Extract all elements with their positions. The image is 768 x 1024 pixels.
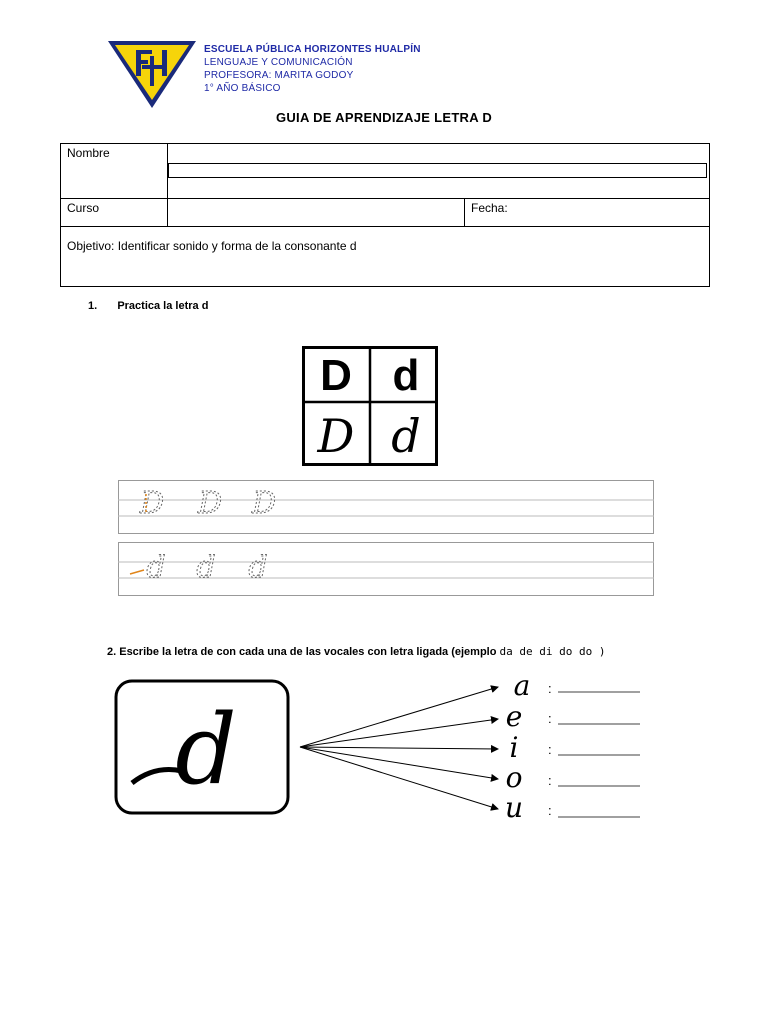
cursive-upper-d: D [317,409,355,463]
trace-lower-d-2: d [196,550,216,585]
arrow-to-o [300,747,498,779]
teacher: PROFESORA: MARITA GODOY [204,70,354,81]
name-field[interactable] [168,144,710,199]
svg-text::: : [548,803,552,818]
letter-grid [302,346,438,466]
cursive-lower-d: d [391,409,421,463]
section1-title: Practica la letra d [117,300,209,312]
trace-upper-d-2: D [197,486,223,521]
arrow-to-i [300,747,498,749]
svg-text::: : [548,773,552,788]
vowel-u: u [504,791,524,824]
school-logo [106,38,198,110]
vowel-a: a [513,675,531,702]
vowel-o: o [505,761,523,794]
section1-heading [88,300,208,312]
objective: Objetivo: Identificar sonido y forma de la consonante d [61,227,710,287]
print-upper-d: D [320,351,352,400]
student-info-table [60,143,710,287]
svg-text::: : [548,711,552,726]
svg-text::: : [548,742,552,757]
section2-example: da de di do do ) [499,645,606,658]
arrow-to-e [300,719,498,747]
grade: 1° AÑO BÁSICO [204,83,281,94]
school-header [204,43,421,95]
vowel-linking-diagram [110,675,650,825]
vowel-e: e [505,700,523,733]
date-label[interactable]: Fecha: [465,199,710,227]
trace-upper-d-3: D [251,486,277,521]
vowel-i: i [509,731,519,764]
section2-heading [107,645,605,658]
print-lower-d: d [392,351,420,400]
arrow-to-u [300,747,498,809]
course-field[interactable] [168,199,465,227]
big-cursive-d: d [175,694,237,806]
trace-upper-d-1: D [139,486,165,521]
trace-lower-d-3: d [248,550,268,585]
svg-text::: : [548,681,552,696]
practice-strip-upper [118,480,654,535]
subject: LENGUAJE Y COMUNICACIÓN [204,57,353,68]
school-name: ESCUELA PÚBLICA HORIZONTES HUALPÍN [204,44,421,55]
section2-title: 2. Escribe la letra de con cada una de las vocales con letra ligada (ejemplo [107,646,497,658]
arrow-to-a [300,687,498,747]
section1-number: 1. [88,300,98,312]
practice-strip-lower [118,542,654,597]
page-title: GUIA DE APRENDIZAJE LETRA D [275,110,493,125]
name-label: Nombre [61,144,168,199]
course-label: Curso [61,199,168,227]
trace-lower-d-1: d [146,550,166,585]
